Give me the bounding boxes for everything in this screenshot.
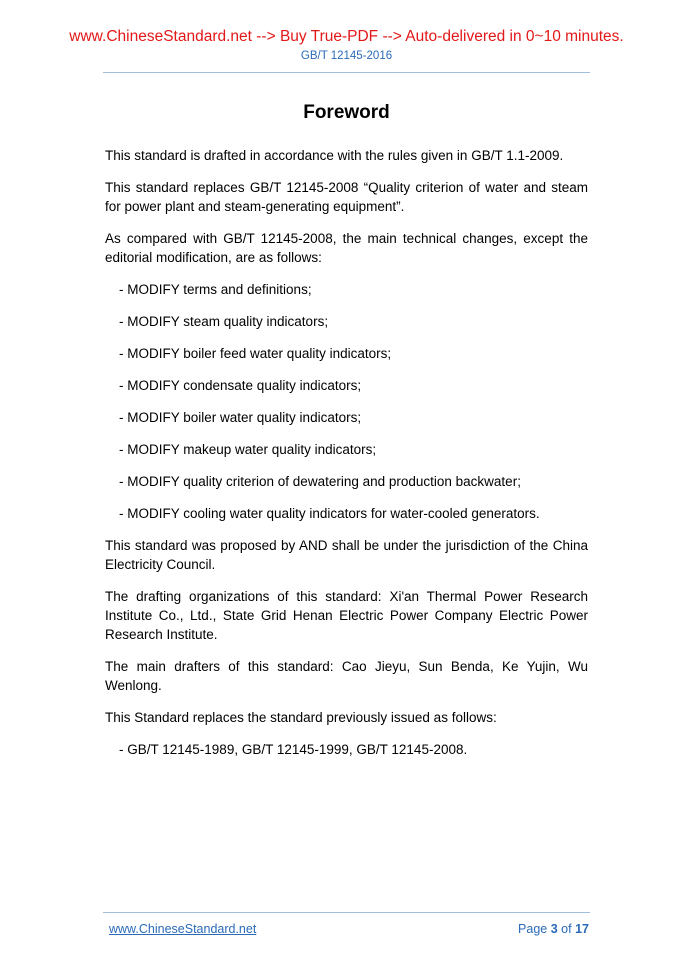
footer-divider — [103, 912, 590, 913]
header-banner-link[interactable]: www.ChineseStandard.net --> Buy True-PDF --> Auto-delivered in 0~10 minutes. — [69, 28, 624, 45]
list-item: - MODIFY makeup water quality indicators; — [119, 442, 377, 457]
paragraph-drafting-rules: This standard is drafted in accordance with the rules given in GB/T 1.1-2009. — [105, 148, 564, 163]
list-item: - MODIFY steam quality indicators; — [119, 314, 329, 329]
list-item: - MODIFY quality criterion of dewatering and production backwater; — [119, 474, 521, 489]
paragraph-previous-editions-intro: This Standard replaces the standard previously issued as follows: — [105, 710, 497, 725]
list-item: - MODIFY boiler feed water quality indicators; — [119, 346, 392, 361]
header-divider — [103, 72, 590, 73]
list-item: - MODIFY condensate quality indicators; — [119, 378, 362, 393]
paragraph-changes-intro: As compared with GB/T 12145-2008, the main technical changes, except the editorial modification, are as follows: — [105, 231, 588, 265]
document-id: GB/T 12145-2016 — [300, 50, 393, 62]
page-number — [518, 922, 589, 936]
list-item: - MODIFY boiler water quality indicators; — [119, 410, 362, 425]
page-title: Foreword — [303, 102, 390, 123]
page-label: Page — [518, 922, 548, 936]
page-of-label: of — [561, 922, 572, 936]
paragraph-proposed-by: This standard was proposed by AND shall be under the jurisdiction of the China Electricity Council. — [105, 538, 588, 572]
paragraph-drafting-organizations: The drafting organizations of this standard: Xi'an Thermal Power Research Institute Co., Ltd., State Grid Henan Electric Power Company Electric Power Research Institute. — [105, 589, 588, 642]
list-item: - GB/T 12145-1989, GB/T 12145-1999, GB/T 12145-2008. — [119, 742, 468, 757]
page-total: 17 — [575, 922, 589, 936]
paragraph-replaces: This standard replaces GB/T 12145-2008 “Quality criterion of water and steam for power plant and steam-generating equipment”. — [105, 180, 588, 214]
list-item: - MODIFY cooling water quality indicators for water-cooled generators. — [119, 506, 540, 521]
footer-website-link[interactable]: www.ChineseStandard.net — [109, 922, 257, 936]
list-item: - MODIFY terms and definitions; — [119, 282, 312, 297]
paragraph-main-drafters: The main drafters of this standard: Cao Jieyu, Sun Benda, Ke Yujin, Wu Wenlong. — [105, 659, 588, 693]
page-current: 3 — [550, 922, 558, 936]
foreword-body — [105, 146, 588, 772]
